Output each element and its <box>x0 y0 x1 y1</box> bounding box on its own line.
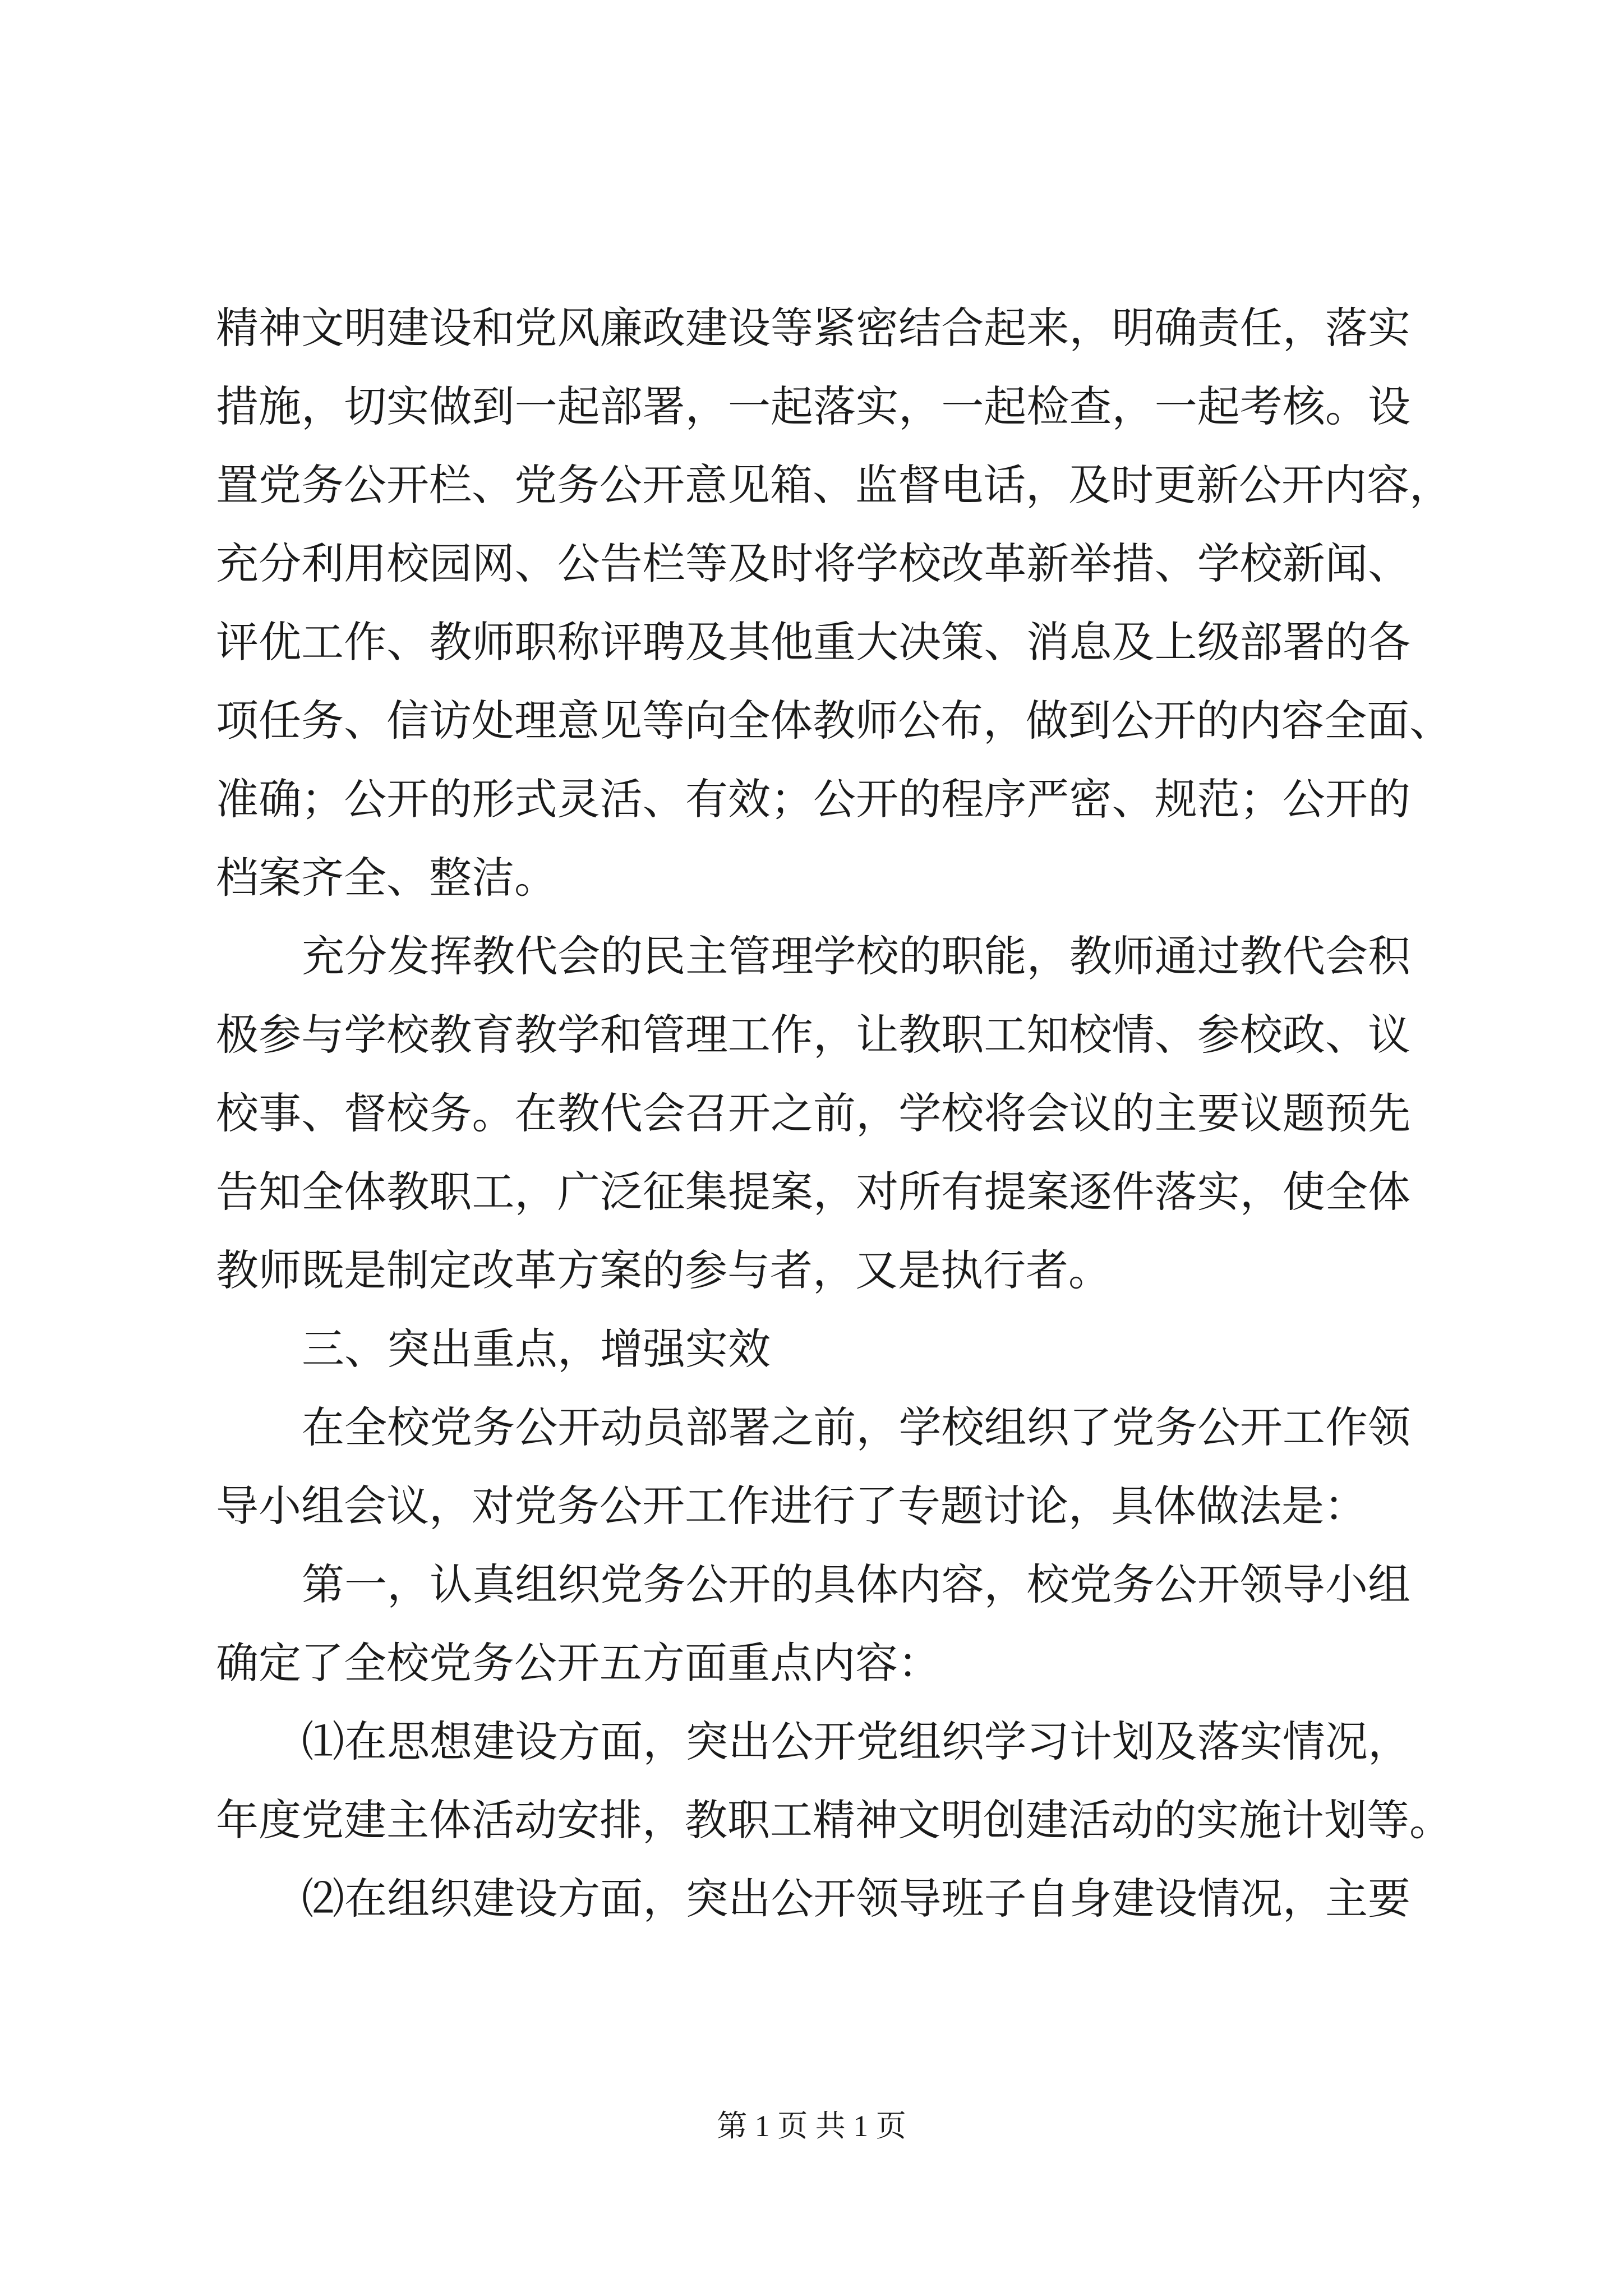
body-text-line: 置党务公开栏、党务公开意见箱、监督电话，及时更新公开内容， <box>216 460 1452 510</box>
body-text-line: 教师既是制定改革方案的参与者，又是执行者。 <box>216 1245 1111 1295</box>
body-text-line: 档案齐全、整洁。 <box>216 853 557 903</box>
body-text-line: 措施，切实做到一起部署，一起落实，一起检查，一起考核。设 <box>216 381 1410 431</box>
body-text-line: 第一，认真组织党务公开的具体内容，校党务公开领导小组 <box>302 1559 1410 1609</box>
page-footer: 第 1 页 共 1 页 <box>717 2109 906 2143</box>
body-text-line: 确定了全校党务公开五方面重点内容： <box>216 1638 940 1688</box>
body-text-line: 极参与学校教育教学和管理工作，让教职工知校情、参校政、议 <box>216 1010 1410 1060</box>
body-text-line: 项任务、信访处理意见等向全体教师公布，做到公开的内容全面、 <box>216 696 1452 746</box>
body-text-line: 准确；公开的形式灵活、有效；公开的程序严密、规范；公开的 <box>216 774 1410 824</box>
list-item-text: ⑵在组织建设方面，突出公开领导班子自身建设情况，主要 <box>302 1874 1410 1924</box>
body-text-line: 在全校党务公开动员部署之前，学校组织了党务公开工作领 <box>302 1402 1410 1452</box>
section-heading: 三、突出重点，增强实效 <box>302 1324 771 1374</box>
body-text-line: 导小组会议，对党务公开工作进行了专题讨论，具体做法是： <box>216 1481 1367 1531</box>
body-text-line: 年度党建主体活动安排，教职工精神文明创建活动的实施计划等。 <box>216 1795 1452 1845</box>
body-text-line: 告知全体教职工，广泛征集提案，对所有提案逐件落实，使全体 <box>216 1167 1410 1217</box>
list-item-text: ⑴在思想建设方面，突出公开党组织学习计划及落实情况， <box>302 1717 1410 1766</box>
body-text-line: 校事、督校务。在教代会召开之前，学校将会议的主要议题预先 <box>216 1088 1410 1138</box>
body-text-line: 精神文明建设和党风廉政建设等紧密结合起来，明确责任，落实 <box>216 303 1410 353</box>
body-text-line: 评优工作、教师职称评聘及其他重大决策、消息及上级部署的各 <box>216 617 1410 667</box>
body-text-line: 充分利用校园网、公告栏等及时将学校改革新举措、学校新闻、 <box>216 539 1410 588</box>
body-text-line: 充分发挥教代会的民主管理学校的职能，教师通过教代会积 <box>302 931 1410 981</box>
